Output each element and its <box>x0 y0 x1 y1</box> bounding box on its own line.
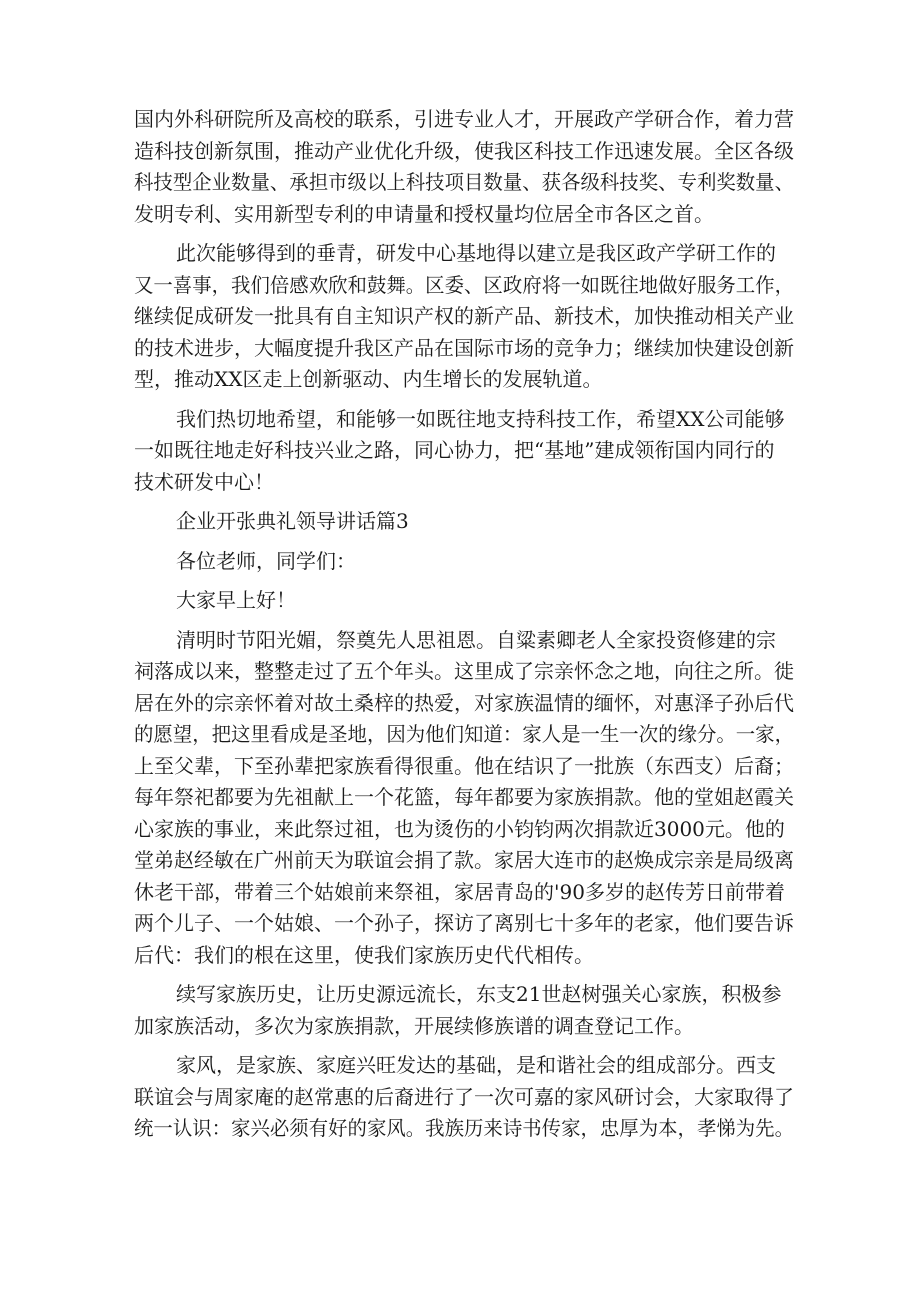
text-line: 型，推动XX区走上创新驱动、内生增长的发展轨道。 <box>134 367 603 391</box>
text-line: 又一喜事，我们倍感欢欣和鼓舞。区委、区政府将一如既往地做好服务工作， <box>134 272 795 297</box>
document-body <box>134 104 794 1145</box>
text-line: 堂弟赵经敏在广州前天为联谊会捐了款。家居大连市的赵焕成宗亲是局级离 <box>134 848 794 872</box>
text-line: 联谊会与周家庵的赵常惠的后裔进行了一次可嘉的家风研讨会，大家取得了 <box>134 1084 794 1109</box>
text-line: 一如既往地走好科技兴业之路，同心协力，把“基地”建成领衔国内同行的 <box>134 438 775 462</box>
text-line: 后代：我们的根在这里，使我们家族历史代代相传。 <box>134 942 594 967</box>
text-line: 科技型企业数量、承担市级以上科技项目数量、获各级科技奖、专利奖数量、 <box>134 170 795 194</box>
text-line: 的愿望，把这里看成是圣地，因为他们知道：家人是一生一次的缘分。一家， <box>134 722 795 746</box>
text-line: 继续促成研发一批具有自主知识产权的新产品、新技术，加快推动相关产业 <box>134 304 794 328</box>
text-line: 两个儿子、一个姑娘、一个孙子，探访了离别七十多年的老家，他们要告诉 <box>134 911 794 935</box>
text-line: 的技术进步，大幅度提升我区产品在国际市场的竞争力；继续加快建设创新 <box>134 335 794 360</box>
text-line: 发明专利、实用新型专利的申请量和授权量均位居全市各区之首。 <box>134 201 714 226</box>
text-line: 心家族的事业，来此祭过祖，也为烫伤的小钧钧两次捐款近3000元。他的 <box>134 816 785 841</box>
text-line: 清明时节阳光媚，祭奠先人思祖恩。自粱素卿老人全家投资修建的宗 <box>176 627 776 652</box>
text-line: 我们热切地希望，和能够一如既往地支持科技工作，希望XX公司能够 <box>176 406 785 431</box>
text-line: 每年祭祀都要为先祖献上一个花篮，每年都要为家族捐款。他的堂姐赵霞关 <box>134 785 794 809</box>
text-line: 造科技创新氛围，推动产业优化升级，使我区科技工作迅速发展。全区各级 <box>134 138 794 163</box>
text-line: 技术研发中心！ <box>134 469 274 494</box>
text-line: 此次能够得到的垂青，研发中心基地得以建立是我区政产学研工作的 <box>176 241 776 265</box>
text-line: 上至父辈，下至孙辈把家族看得很重。他在结识了一批族（东西支）后裔； <box>134 753 794 778</box>
text-line: 休老干部，带着三个姑娘前来祭祖，家居青岛的'90多岁的赵传芳日前带着 <box>134 879 785 904</box>
text-line: 居在外的宗亲怀着对故土桑梓的热爱，对家族温情的缅怀，对惠泽子孙后代 <box>134 690 794 715</box>
text-line: 大家早上好！ <box>176 588 296 612</box>
text-line: 家风，是家族、家庭兴旺发达的基础，是和谐社会的组成部分。西支 <box>176 1053 776 1077</box>
text-line: 统一认识：家兴必须有好的家风。我族历来诗书传家，忠厚为本，孝悌为先。 <box>134 1116 795 1140</box>
text-line: 加家族活动，多次为家族捐款，开展续修族谱的调查登记工作。 <box>134 1013 694 1038</box>
text-line: 企业开张典礼领导讲话篇3 <box>176 509 409 533</box>
text-line: 祠落成以来，整整走过了五个年头。这里成了宗亲怀念之地，向往之所。徙 <box>134 659 794 683</box>
text-line: 各位老师，同学们： <box>176 548 356 573</box>
text-line: 国内外科研院所及高校的联系，引进专业人才，开展政产学研合作，着力营 <box>134 107 794 131</box>
text-line: 续写家族历史，让历史源远流长，东支21世赵树强关心家族，积极参 <box>176 982 782 1006</box>
